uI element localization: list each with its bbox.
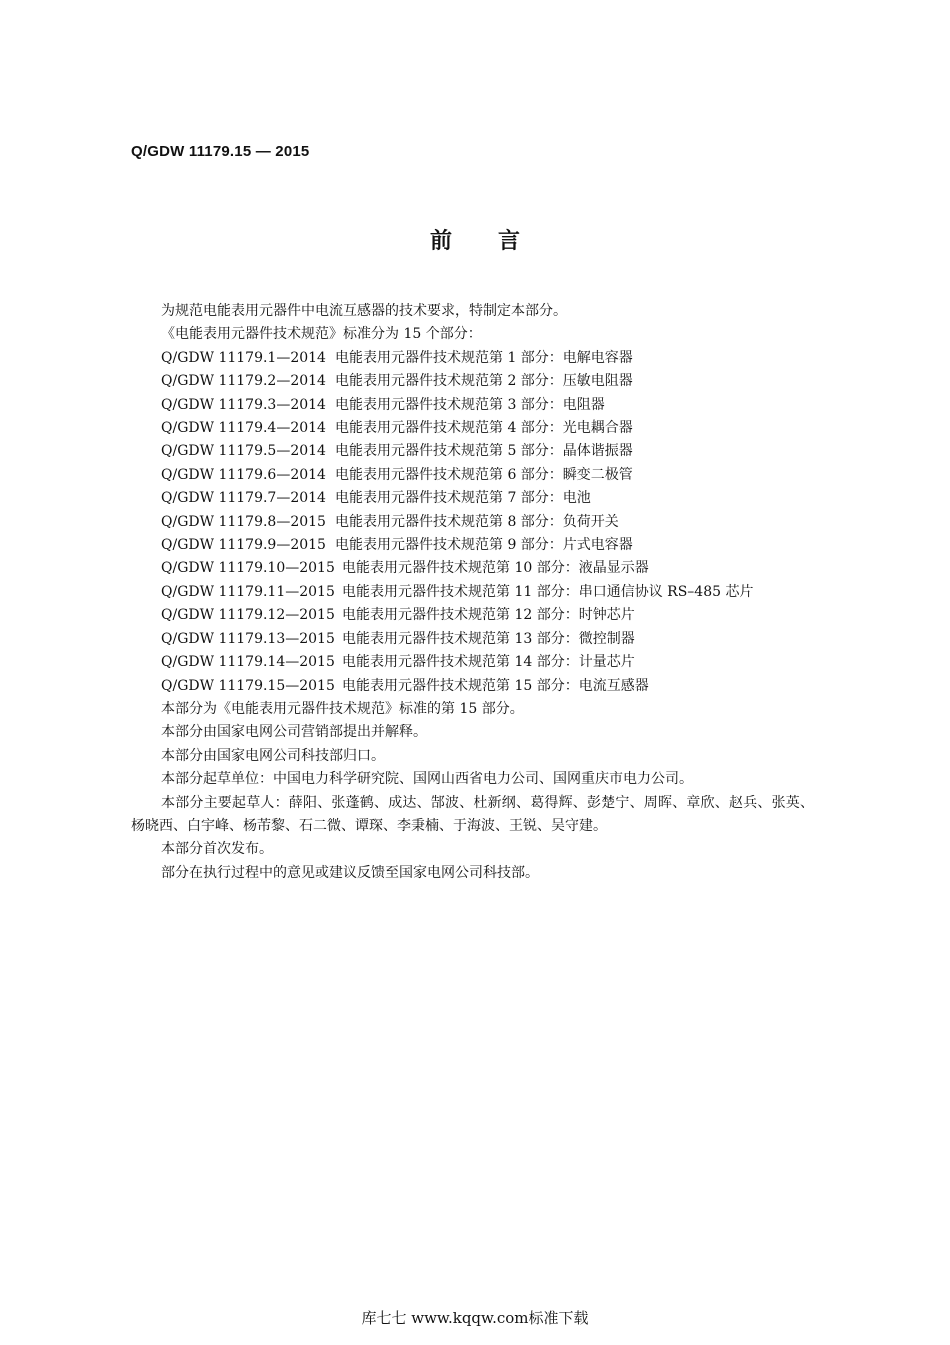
standard-code: Q/GDW 11179.8—2015 (161, 513, 326, 530)
standard-title: 电能表用元器件技术规范第 14 部分：计量芯片 (342, 654, 635, 671)
intro-paragraph: 《电能表用元器件技术规范》标准分为 15 个部分： (161, 326, 482, 343)
standards-list (131, 347, 814, 698)
page-title (0, 224, 950, 255)
standard-item (131, 651, 814, 674)
standard-code: Q/GDW 11179.9—2015 (161, 537, 326, 554)
standard-item (131, 417, 814, 440)
foreword-body (131, 300, 814, 885)
standard-code: Q/GDW 11179.12—2015 (161, 607, 335, 624)
standard-item (131, 347, 814, 370)
standard-title: 电能表用元器件技术规范第 13 部分：微控制器 (342, 630, 635, 647)
standard-item (131, 440, 814, 463)
standard-item (131, 394, 814, 417)
standard-code: Q/GDW 11179.11—2015 (161, 583, 335, 600)
closing-paragraph: 本部分首次发布。 (161, 841, 273, 858)
standard-code: Q/GDW 11179.3—2014 (161, 396, 326, 413)
standard-item (131, 557, 814, 580)
standard-code: Q/GDW 11179.15—2015 (161, 677, 335, 694)
drafters: 本部分主要起草人：薛阳、张蓬鹤、成达、郜波、杜新纲、葛得辉、彭楚宁、周晖、章欣、赵兵、张英、杨晓西、白宇峰、杨芾黎、石二微、谭琛、李秉楠、于海波、王锐、吴守建。 (131, 794, 814, 834)
standard-item (131, 604, 814, 627)
standard-title: 电能表用元器件技术规范第 9 部分：片式电容器 (335, 537, 633, 554)
standard-item (131, 464, 814, 487)
standard-title: 电能表用元器件技术规范第 5 部分：晶体谐振器 (335, 443, 633, 460)
intro-paragraph: 为规范电能表用元器件中电流互感器的技术要求，特制定本部分。 (161, 303, 567, 319)
standard-title: 电能表用元器件技术规范第 8 部分：负荷开关 (335, 513, 619, 530)
standard-title: 电能表用元器件技术规范第 15 部分：电流互感器 (342, 677, 649, 694)
standard-item (131, 628, 814, 651)
title-char-1: 前 (429, 229, 452, 254)
standard-code: Q/GDW 11179.1—2014 (161, 349, 326, 366)
standard-title: 电能表用元器件技术规范第 7 部分：电池 (335, 490, 591, 507)
standard-code: Q/GDW 11179.5—2014 (161, 443, 326, 460)
standard-item (131, 534, 814, 557)
standard-code: Q/GDW 11179.4—2014 (161, 420, 326, 437)
standard-code: Q/GDW 11179.7—2014 (161, 490, 326, 507)
drafting-units: 本部分起草单位：中国电力科学研究院、国网山西省电力公司、国网重庆市电力公司。 (161, 771, 693, 788)
standard-title: 电能表用元器件技术规范第 4 部分：光电耦合器 (335, 420, 633, 437)
standard-item (131, 487, 814, 510)
standard-item (131, 511, 814, 534)
standard-item (131, 581, 814, 604)
standard-title: 电能表用元器件技术规范第 6 部分：瞬变二极管 (335, 466, 633, 483)
closing-paragraph: 本部分为《电能表用元器件技术规范》标准的第 15 部分。 (161, 700, 524, 717)
standard-title: 电能表用元器件技术规范第 1 部分：电解电容器 (335, 349, 633, 366)
standard-code: Q/GDW 11179.14—2015 (161, 654, 335, 671)
standard-title: 电能表用元器件技术规范第 12 部分：时钟芯片 (342, 607, 635, 624)
closing-paragraph: 本部分由国家电网公司科技部归口。 (161, 747, 385, 764)
footer-watermark: 库七七 www.kqqw.com标准下载 (361, 1309, 589, 1327)
feedback-paragraph: 部分在执行过程中的意见或建议反馈至国家电网公司科技部。 (161, 864, 539, 881)
standard-item (131, 675, 814, 698)
standard-title: 电能表用元器件技术规范第 2 部分：压敏电阻器 (335, 373, 633, 390)
standard-title: 电能表用元器件技术规范第 11 部分：串口通信协议 RS–485 芯片 (342, 583, 754, 600)
standard-code: Q/GDW 11179.6—2014 (161, 466, 326, 483)
standard-title: 电能表用元器件技术规范第 3 部分：电阻器 (335, 396, 605, 413)
standard-code: Q/GDW 11179.10—2015 (161, 560, 335, 577)
standard-title: 电能表用元器件技术规范第 10 部分：液晶显示器 (342, 560, 649, 577)
standard-code: Q/GDW 11179.2—2014 (161, 373, 326, 390)
standard-item (131, 370, 814, 393)
document-code: Q/GDW 11179.15 — 2015 (131, 143, 310, 160)
closing-paragraph: 本部分由国家电网公司营销部提出并解释。 (161, 724, 427, 741)
standard-code: Q/GDW 11179.13—2015 (161, 630, 335, 647)
title-char-2: 言 (498, 229, 521, 254)
